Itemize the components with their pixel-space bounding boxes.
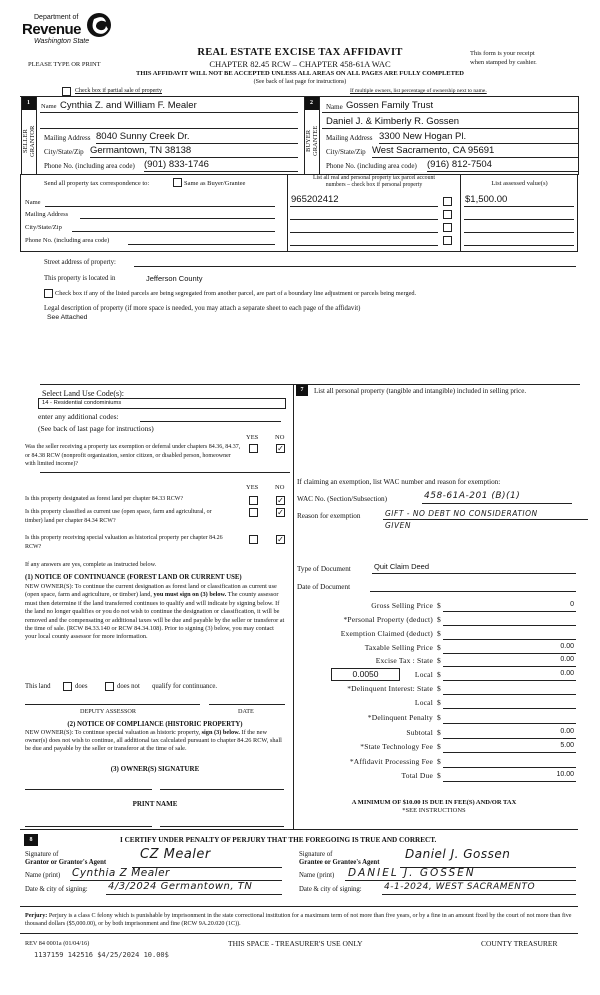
question-text: Is this property receiving special valuation as historical property per chapter 84.26 RCW? [25,535,223,550]
owner-print-line[interactable] [160,789,284,790]
legal-description-field[interactable]: See Attached [47,314,88,321]
divider [372,573,576,574]
does-not-qualify-checkbox[interactable] [105,682,114,691]
tax-row-delinquent-interest-state: *Delinquent Interest: State $ [296,684,576,695]
tax-row-label: *Personal Property (deduct) [343,615,433,624]
additional-codes-label: enter any additional codes: [38,412,119,421]
vertical-divider [293,384,294,829]
buyer-city-label: City/State/Zip [326,148,366,156]
grantor-label: GRANTOR [29,125,36,157]
corr-city-input[interactable] [72,231,275,232]
tax-row-state-technology-fee: *State Technology Fee $ 5.00 [360,742,574,751]
tax-row-label: Exemption Claimed (deduct) [340,629,433,638]
seller-name-line2-field[interactable] [44,116,294,128]
divider [36,97,37,175]
divider [383,519,588,520]
does-not-label: does not [117,683,140,690]
continuance-text-2: The county assessor must then determine if the land transferred continues to qualify and will indicate by signing below. If the land no longer qualifies or you do not wish to continue the designation or classification, it will be removed and the compensating or additional taxes will be due and payable by the seller or transferor at the time of sale. (RCW 84.33.140 or RCW 84.34.108). Prior to signing (3) below, you may contact your local county assessor for more information. [25,591,285,641]
minimum-due-note: A MINIMUM OF $10.00 IS DUE IN FEE(S) AND/OR TAX [351,799,517,806]
divider [370,591,576,592]
divider [40,112,298,113]
additional-codes-input[interactable] [140,421,281,422]
perjury-text: Perjury is a class C felony which is punishable by imprisonment in the state correctional institution for a maximum term of not more than five years, or by a fine in an amount fixed by the court of not more than five thousand dollars ($5,000.00), or by both imprisonment and fine (RCW 9A.20.020 (1C)). [25,913,572,928]
buyer-name-line2-field[interactable]: Daniel J. & Kimberly R. Gossen [326,116,460,127]
divider [160,826,284,827]
receipt-note-2: when stamped by cashier. [470,59,537,66]
land-use-label: Select Land Use Code(s): [42,389,124,398]
deputy-assessor-signature-line[interactable] [25,704,200,705]
exemption-intro: If claiming an exemption, list WAC number and reason for exemption: [297,478,501,486]
tax-row-value[interactable]: 0 [570,601,574,608]
county-field[interactable]: Jefferson County [146,274,203,283]
tax-row-label: Gross Selling Price [371,601,433,610]
divider [40,384,580,385]
question-text: Is this property designated as forest land per chapter 84.33 RCW? [25,496,184,502]
divider [290,219,438,220]
grantee-signature-label-1: Signature of [299,851,333,858]
form-number: REV 84 0001a (01/04/16) [25,940,90,947]
segregated-parcel-label: Check box if any of the listed parcels are being segregated from another parcel, are part of a boundary line adjustment or parcels being merged. [55,290,417,297]
tax-row-delinquent-interest-local: Local $ [296,698,576,709]
warning-text: THIS AFFIDAVIT WILL NOT BE ACCEPTED UNLESS ALL AREAS ON ALL PAGES ARE FULLY COMPLETED [136,70,464,77]
divider [20,829,578,830]
does-label: does [75,683,88,690]
corr-name-label: Name [25,199,41,206]
same-as-buyer-checkbox[interactable] [173,178,182,187]
treasurer-space-label: THIS SPACE - TREASURER'S USE ONLY [228,939,363,948]
personal-property-checkbox[interactable] [443,236,452,245]
buyer-phone-field[interactable]: (916) 812-7504 [427,159,492,170]
no-header-2: NO [275,484,285,491]
tax-row-subtotal: Subtotal $ 0.00 [406,728,574,737]
seller-phone-field[interactable]: (901) 833-1746 [144,159,209,170]
tax-row-label: Local [414,698,433,707]
seller-phone-label: Phone No. (including area code) [44,162,135,170]
owner-signature-title: (3) OWNER(S) SIGNATURE [110,765,200,773]
divider [20,933,578,934]
yes-checkbox[interactable] [249,496,258,505]
divider [96,143,298,144]
local-rate-field[interactable]: 0.0050 [331,668,400,681]
corr-mailing-input[interactable] [80,218,275,219]
document-date-label: Date of Document [297,583,351,591]
this-land-label: This land [25,683,51,690]
tax-row-label: *Delinquent Penalty [367,713,433,722]
divider [464,206,574,207]
grantee-signature-label-2: Grantee or Grantee's Agent [299,859,380,866]
compliance-text: NEW OWNER(S): To continue special valuation as historic property, [25,729,202,736]
divider [382,894,576,895]
buyer-name-label: Name [326,103,343,111]
divider [322,128,578,129]
tax-row-exemption-claimed: Exemption Claimed (deduct) $ [296,629,576,640]
no-checkbox[interactable]: ✓ [277,535,284,544]
divider [134,266,576,267]
tax-row-label: Total Due [401,771,433,780]
grantee-signature-field[interactable]: Daniel J. Gossen [405,847,511,861]
tax-row-label: *Affidavit Processing Fee [349,757,433,766]
tax-row-value[interactable]: 5.00 [560,742,574,749]
grantee-date-label: Date & city of signing: [299,886,362,893]
continuance-title: (1) NOTICE OF CONTINUANCE (FOREST LAND OR CURRENT USE) [25,574,242,581]
buyer-mailing-label: Mailing Address [326,134,373,142]
divider [20,906,578,907]
land-use-select[interactable]: 14 - Residential condominiums [38,398,286,409]
perjury-notice [25,912,585,929]
divider [379,143,578,144]
seller-mailing-label: Mailing Address [44,134,91,142]
question-text: Was the seller receiving a property tax exemption or deferral under chapters 84.36, 84.37, or 84.38 RCW (nonprofit organization, senior citizen, or disabled person, homeowner with limited income)? [25,444,241,467]
divider [372,157,578,158]
legal-description-label: Legal description of property (if more space is needed, you may attach a separate sheet to each page of the affidavit) [44,305,361,312]
tax-row-affidavit-processing-fee: *Affidavit Processing Fee $ [296,757,576,768]
tax-row-excise-local: Local $ 0.00 [414,670,574,679]
compliance-text-2: If the new owner(s) does not wish to continue, all additional tax calculated pursuant to chapter 84.26 RCW, shall be due and payable by the seller or transferor at the time of sale. [25,729,282,752]
question-text: Is this property classified as current use (open space, farm and agricultural, or timber) land per chapter 84.34 RCW? [25,509,212,524]
yes-checkbox[interactable] [249,508,258,517]
divider [464,219,574,220]
dor-logo [22,12,122,50]
tax-row-label: Local [414,670,433,679]
tax-row-gross-selling-price: Gross Selling Price $ 0 [371,601,574,610]
divider [290,245,438,246]
divider [578,96,579,175]
multiple-owners-note: If multiple owners, list percentage of ownership next to name. [350,88,487,94]
treasurer-stamp: 1137159 142516 $4/25/2024 10.00$ [34,951,169,959]
please-type-note: PLEASE TYPE OR PRINT [28,61,101,68]
owner-signature-line[interactable] [25,789,152,790]
divider [25,826,152,827]
partial-sale-checkbox[interactable] [62,87,71,96]
does-qualify-checkbox[interactable] [63,682,72,691]
same-as-buyer-label: Same as Buyer/Grantee [184,180,246,187]
no-checkbox[interactable]: ✓ [277,496,284,505]
personal-property-checkbox[interactable] [443,197,452,206]
tax-row-taxable-selling-price: Taxable Selling Price $ 0.00 [364,643,574,652]
yes-header-2: YES [246,484,259,491]
seller-city-field[interactable]: Germantown, TN 38138 [90,145,192,156]
dor-swirl-logo-icon [86,12,112,38]
divider [90,157,298,158]
buyer-mailing-field[interactable]: 3300 New Hogan Pl. [379,131,467,142]
tax-row-value[interactable]: 0.00 [560,670,574,677]
divider [40,472,290,473]
page-subtitle: CHAPTER 82.45 RCW – CHAPTER 458-61A WAC [209,59,391,69]
document-type-label: Type of Document [297,565,351,573]
tax-row-delinquent-penalty: *Delinquent Penalty $ [296,713,576,724]
continuance-text: NEW OWNER(S): To continue the current designation as forest land or classification as current use (open space, farm and agriculture, or timber) land, [25,583,277,599]
deputy-date-label: DATE [238,708,254,715]
continuance-bold-text: you must sign on (3) below. [153,591,227,599]
seller-name-field[interactable]: Cynthia Z. and William F. Mealer [60,100,197,111]
tax-row-value[interactable]: 10.00 [556,771,574,778]
tax-row-total-due: Total Due $ 10.00 [401,771,574,780]
document-type-field[interactable]: Quit Claim Deed [374,562,430,571]
personal-property-checkbox[interactable] [443,223,452,232]
personal-property-label: List all personal property (tangible and intangible) included in selling price. [314,387,527,395]
certification-statement: I CERTIFY UNDER PENALTY OF PERJURY THAT THE FOREGOING IS TRUE AND CORRECT. [120,836,437,844]
divider [427,171,578,172]
continuance-body [25,583,287,642]
seller-label: SELLER [22,129,29,153]
personal-property-field[interactable] [298,410,574,460]
tax-row-label: *Delinquent Interest: State [347,684,433,693]
logo-line2: Revenue [22,21,82,38]
tax-row-label: Taxable Selling Price [364,643,433,652]
divider [20,96,578,97]
seller-city-label: City/State/Zip [44,148,84,156]
section-7-badge: 7 [296,385,308,396]
located-in-label: This property is located in [44,275,116,282]
tax-row-label: *State Technology Fee [360,742,433,751]
tax-row-value[interactable]: 0.00 [560,643,574,650]
personal-property-checkbox[interactable] [443,210,452,219]
grantor-signature-field[interactable]: CZ Mealer [140,847,211,862]
receipt-note-1: This form is your receipt [470,50,535,57]
segregated-parcel-checkbox[interactable] [44,289,53,298]
buyer-side-label [305,118,319,164]
grantor-name-field[interactable]: Cynthia Z Mealer [72,867,170,879]
divider [422,503,572,504]
grantor-signature-label-2: Grantor or Grantor's Agent [25,859,107,866]
grantee-name-field[interactable]: DANIEL J. GOSSEN [348,867,476,879]
wac-label: WAC No. (Section/Subsection) [297,495,388,503]
buyer-phone-label: Phone No. (including area code) [326,162,417,170]
corr-mailing-label: Mailing Address [25,211,69,218]
yes-header: YES [246,434,259,441]
buyer-label: BUYER [305,129,312,153]
divider [345,880,576,881]
divider [290,232,438,233]
deputy-date-line[interactable] [209,704,285,705]
no-header: NO [275,434,285,441]
parcel-number-field[interactable]: 965202412 [291,194,339,205]
grantee-date-field[interactable]: 4-1-2024, WEST SACRAMENTO [384,882,536,892]
seller-mailing-field[interactable]: 8040 Sunny Creek Dr. [96,131,190,142]
no-checkbox[interactable]: ✓ [277,444,284,453]
assessed-value-field[interactable]: $1,500.00 [465,194,508,205]
corr-phone-input[interactable] [128,244,275,245]
yes-checkbox[interactable] [249,535,258,544]
logo-line1: Department of [34,14,79,21]
corr-phone-label: Phone No. (including area code) [25,237,110,244]
deputy-assessor-label: DEPUTY ASSESSOR [80,708,136,715]
corr-city-label: City/State/Zip [25,224,62,231]
divider [40,128,298,129]
section-1-badge: 1 [21,97,36,110]
section-8-badge: 8 [24,834,38,846]
grantor-name-label: Name (print) [25,872,61,879]
grantee-name-label: Name (print) [299,872,335,879]
perjury-label: Perjury: [25,913,48,919]
see-back-note: (See back of last page for instructions) [253,79,347,85]
compliance-body [25,729,287,753]
tax-row-label: Subtotal [406,728,433,737]
parcel-header-2: numbers – check box if personal property [325,182,423,188]
tax-row-value[interactable]: 0.00 [560,656,574,663]
print-name-label: PRINT NAME [132,800,178,808]
divider [464,232,574,233]
county-treasurer-label: COUNTY TREASURER [481,939,558,948]
section-2-badge: 2 [304,97,319,110]
tax-row-excise-state: Excise Tax : State $ 0.00 [375,656,574,665]
tax-row-value[interactable]: 0.00 [560,728,574,735]
divider [322,112,578,113]
reason-field-line2[interactable]: GIVEN [385,521,412,530]
tax-row-personal-property: *Personal Property (deduct) $ [296,615,576,626]
divider [144,171,298,172]
divider [290,206,438,207]
buyer-city-field[interactable]: West Sacramento, CA 95691 [372,145,495,156]
wac-field[interactable]: 458-61A-201 (B)(1) [424,491,521,501]
grantee-label: GRANTEE [312,125,319,157]
street-address-label: Street address of property: [44,259,116,266]
reason-field[interactable]: GIFT - NO DEBT NO CONSIDERATION [385,509,538,518]
seller-side-label [22,118,36,164]
assessed-value-header: List assessed value(s) [491,180,548,187]
compliance-title: (2) NOTICE OF COMPLIANCE (HISTORIC PROPERTY) [67,721,243,728]
divider [319,97,320,175]
divider [464,245,574,246]
grantor-signature-label-1: Signature of [25,851,59,858]
grantor-date-field[interactable]: 4/3/2024 Germantown, TN [108,881,253,892]
page-title: REAL ESTATE EXCISE TAX AFFIDAVIT [197,47,403,58]
land-use-see-back: (See back of last page for instructions) [38,424,154,433]
partial-sale-label: Check box if partial sale of property [75,88,162,94]
qualify-label: qualify for continuance. [152,683,218,690]
divider [106,894,282,895]
yes-checkbox[interactable] [249,444,258,453]
reason-label: Reason for exemption [297,512,361,520]
divider [20,174,287,175]
parcel-header-1: List all real and personal property tax parcel account [312,175,435,181]
if-yes-note: If any answers are yes, complete as instructed below. [25,561,157,568]
tax-row-label: Excise Tax : State [375,656,433,665]
correspondence-label: Send all property tax correspondence to: [44,180,150,187]
see-instructions-note: *SEE INSTRUCTIONS [402,807,466,814]
buyer-name-field[interactable]: Gossen Family Trust [346,100,434,111]
compliance-bold-text: sign (3) below. [201,729,240,736]
grantor-date-label: Date & city of signing: [25,886,88,893]
logo-line3: Washington State [34,38,90,45]
corr-name-input[interactable] [45,206,275,207]
no-checkbox[interactable]: ✓ [277,508,284,517]
seller-name-label: Name [41,103,57,110]
